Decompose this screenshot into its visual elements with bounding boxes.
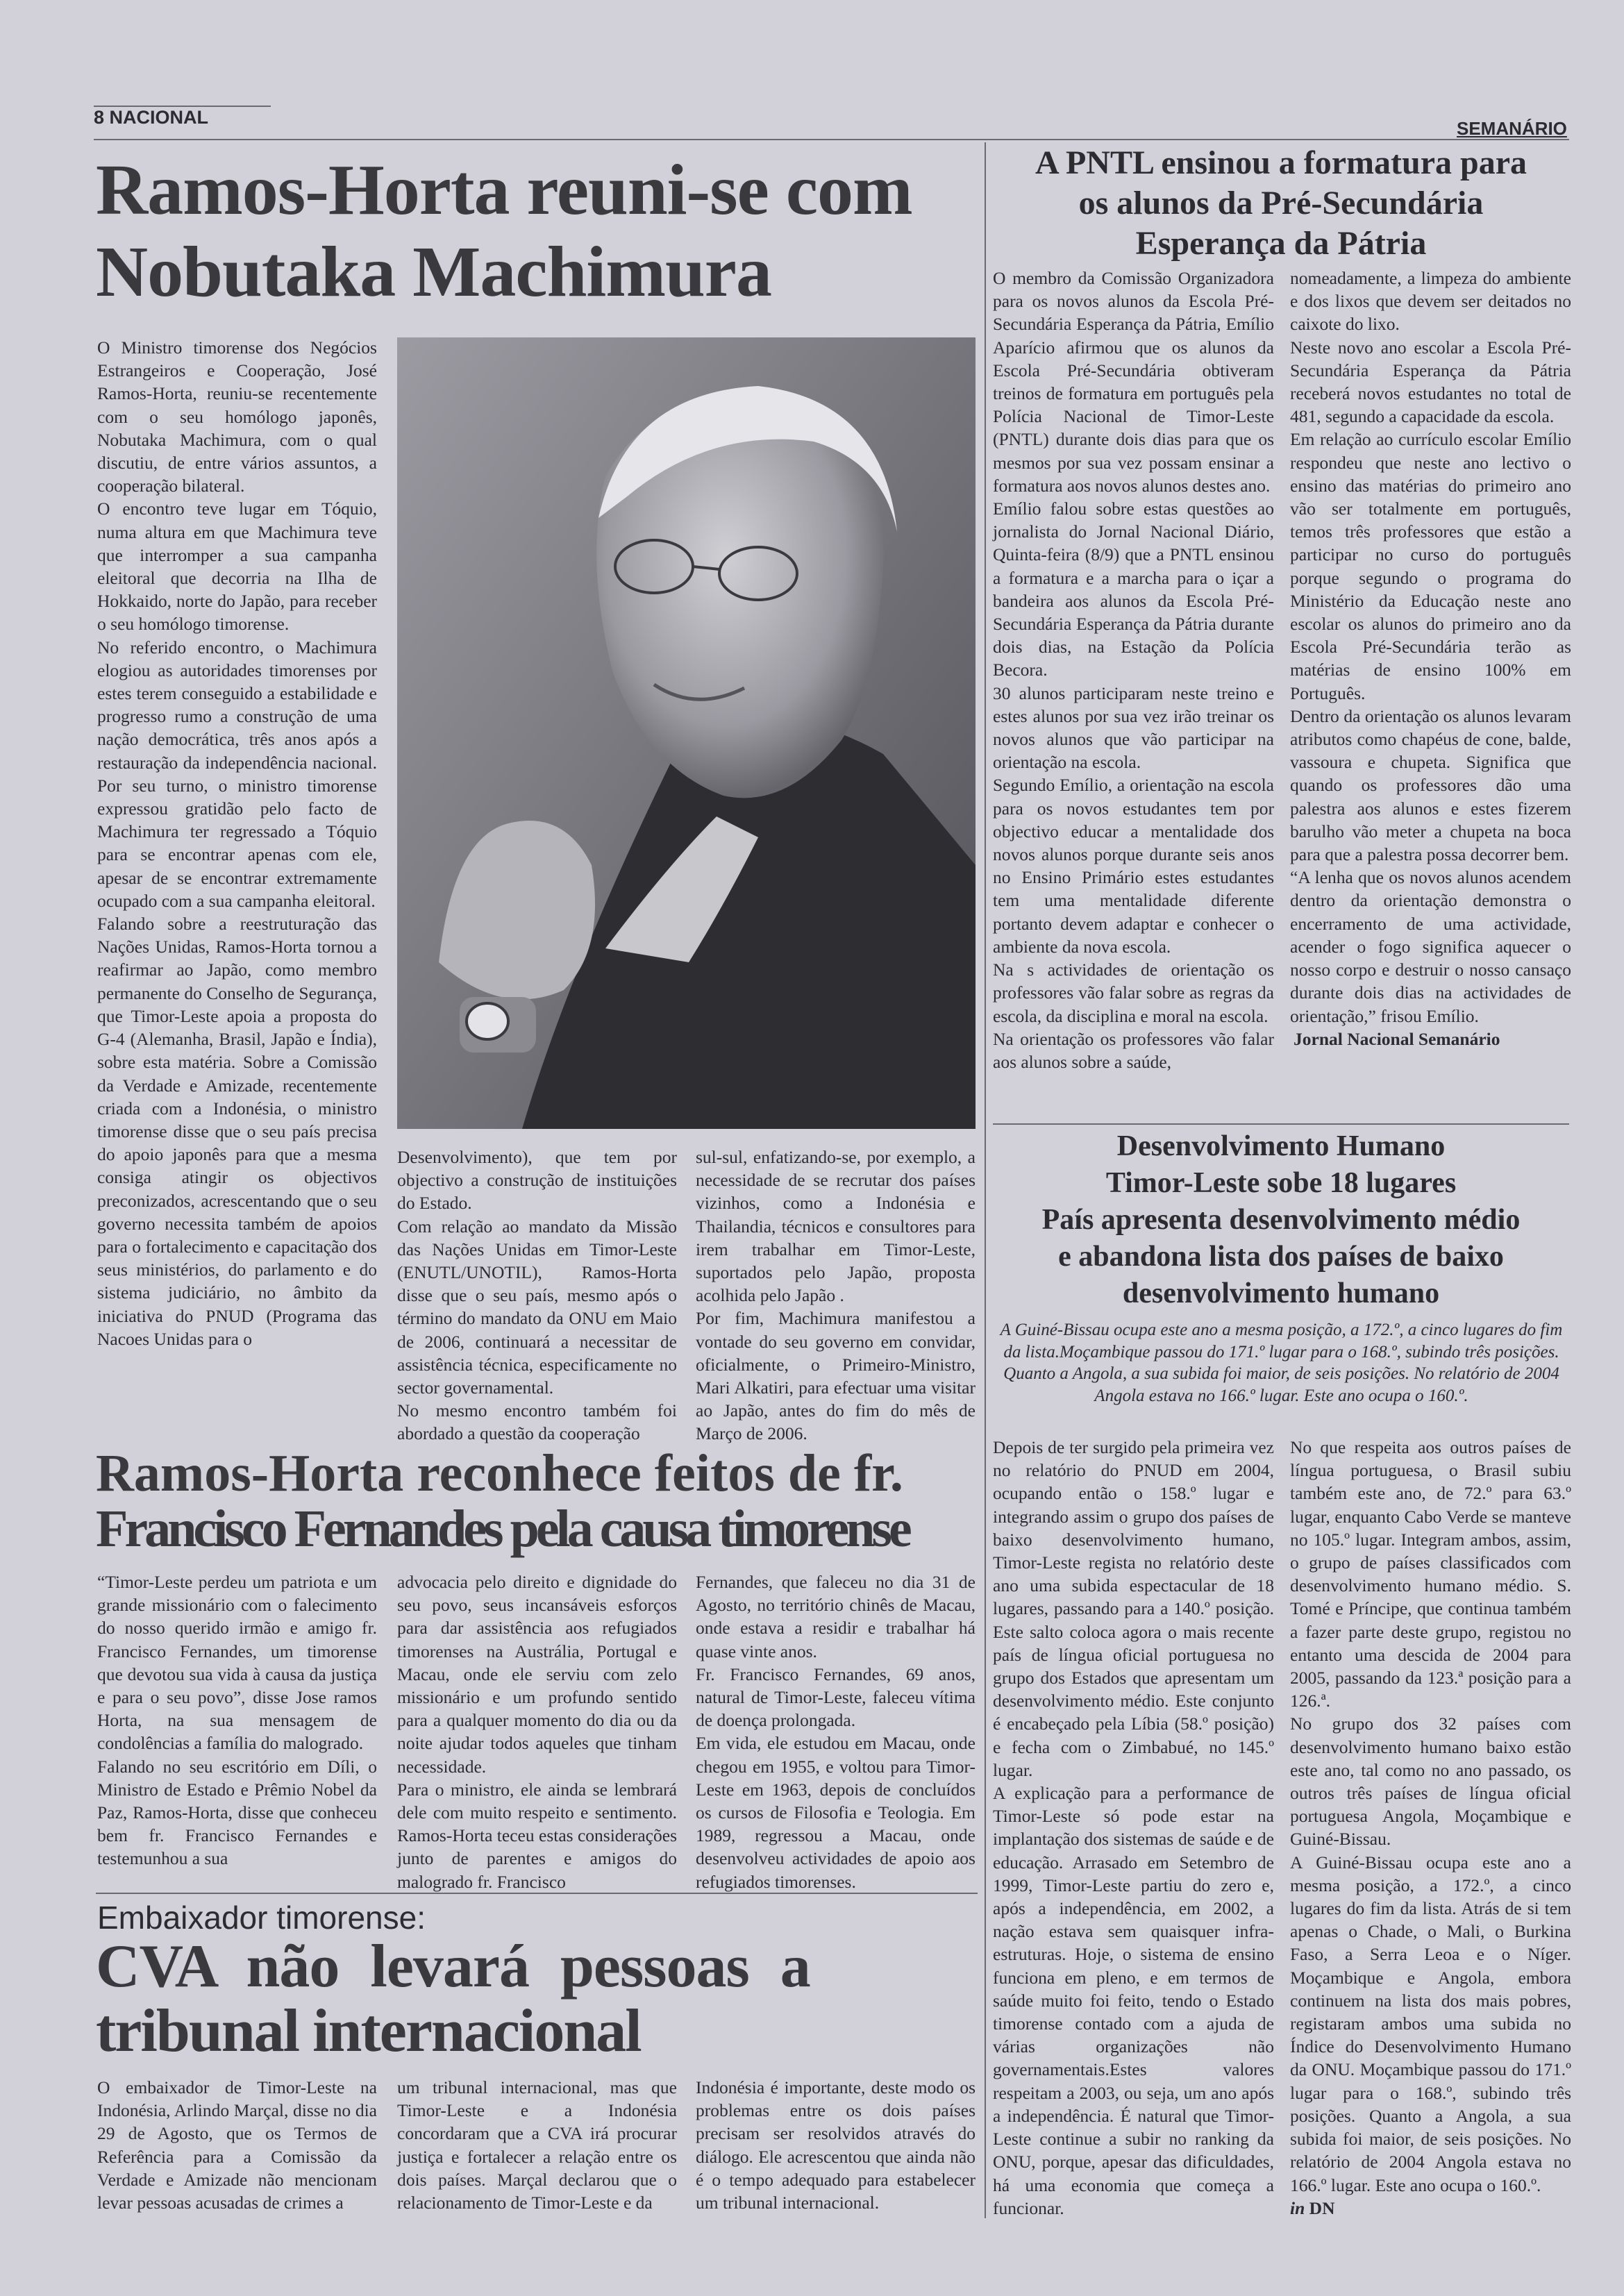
section-rule-short — [94, 106, 271, 107]
article2-col2 — [397, 1570, 677, 1893]
headline-line: Esperança da Pátria — [1135, 225, 1427, 262]
headline-line: desenvolvimento humano — [1122, 1277, 1440, 1309]
paragraph: Segundo Emílio, a orientação na escola para os novos estudantes tem por objectivo educar a mentalidade dos novos alunos porque durante seis anos no Ensino Primário estes estudantes tem uma mentalidade diferente portanto devem adaptar e conhecer o ambiente da nova escola. — [993, 775, 1274, 957]
column-divider — [985, 142, 986, 2218]
paragraph: A explicação para a performance de Timor-Leste só pode estar na implantação dos sistemas de saúde e de educação. Arrasado em Setembro de 1999, Timor-Leste partiu do zero e, após a independência, em 2002, a nação estava sem quaisquer infra-estruturas. Hoje, o sistema de ensino funciona em pleno, e em termos de saúde muito foi feito, tendo o Estado timorense contado com a ajuda de várias organizações não governamentais.Estes valores respeitam a 2003, ou seja, um ano após a independência. É natural que Timor-Leste continue a subir no ranking da ONU, porque, apesar das dificuldades, há uma economia que começa a funcionar. — [993, 1783, 1274, 2218]
portrait-photo — [397, 337, 976, 1129]
paragraph: nomeadamente, a limpeza do ambiente e dos lixos que devem ser deitados no caixote do lixo. — [1290, 268, 1571, 335]
headline-line: País apresenta desenvolvimento médio — [1041, 1204, 1521, 1236]
headline-line: Desenvolvimento Humano — [1116, 1130, 1446, 1162]
article5-headline — [993, 1128, 1569, 1312]
article4-signature: Jornal Nacional Semanário — [1294, 1028, 1500, 1049]
paragraph: O Ministro timorense dos Negócios Estrangeiros e Cooperação, José Ramos-Horta, reuniu-se recentemente com o seu homólogo japonês, Nobutaka Machimura, com o qual discutiu, de entre vários assuntos, a cooperação bilateral. — [97, 337, 377, 496]
paragraph: A Guiné-Bissau ocupa este ano a mesma posição, a 172.º, a cinco lugares do fim da lista. Atrás de si tem apenas o Chade, o Mali, o Burkina Faso, a Serra Leoa e o Níger. Moçambique e Angola, embora continuem na lista dos mais pobres, registaram ambos uma subida no Índice do Desenvolvimento Humano da ONU. Moçambique passou do 171.º lugar para o 168.º, subindo três posições. Quanto a Angola, a sua subida foi maior, de seis posições. No relatório de 2004 Angola estava no 166.º lugar. Este ano ocupa o 160.º. — [1290, 1852, 1571, 2195]
article2-headline-line1: Ramos-Horta reconhece feitos de fr. — [96, 1444, 903, 1502]
article4-col1 — [993, 267, 1274, 1073]
article2-col1 — [97, 1570, 377, 1870]
paragraph: Por fim, Machimura manifestou a vontade do seu governo em convidar, oficialmente, o Primeiro-Ministro, Mari Alkatiri, para efectuar uma visitar ao Japão, antes do fim do mês de Março de 2006. — [696, 1308, 976, 1444]
paragraph: Em relação ao currículo escolar Emílio respondeu que neste ano lectivo o ensino das matérias do primeiro ano vão ser totalmente em português, temos três professores que estão a participar no curso do português porque segundo o programa do Ministério da Educação neste ano escolar os alunos do primeiro ano da Escola Pré-Secundária terão as matérias de ensino 100% em Português. — [1290, 429, 1571, 703]
source-name: DN — [1309, 2197, 1335, 2218]
paragraph: advocacia pelo direito e dignidade do seu povo, seus incansáveis esforços para dar assistência aos refugiados timorenses na Austrália, Portugal e Macau, onde ele serviu com zelo missionário e um profundo sentido para a qualquer momento do dia ou da noite ajudar todos aqueles que tinham necessidade. — [397, 1572, 677, 1777]
paragraph: sul-sul, enfatizando-se, por exemplo, a necessidade de se recrutar dos países vizinhos, como a Indonésia e Thailandia, técnicos e consultores para irem trabalhar em Timor-Leste, suportados pelo Japão, proposta acolhida pelo Japão . — [696, 1147, 976, 1306]
paragraph: Em vida, ele estudou em Macau, onde chegou em 1955, e voltou para Timor-Leste em 1963, depois de concluídos os cursos de Filosofia e Teologia. Em 1989, regressou a Macau, onde desenvolveu actividades de apoio aos refugiados timorenses. — [696, 1733, 976, 1892]
article3-col1: O embaixador de Timor-Leste na Indonésia, Arlindo Marçal, disse no dia 29 de Agosto, que os Termos de Referência para a Comissão da Verdade e Amizade não mencionam levar pessoas acusadas de crimes a — [97, 2077, 377, 2213]
paragraph: Com relação ao mandato da Missão das Nações Unidas em Timor-Leste (ENUTL/UNOTIL), Ramos-Horta disse que o seu país, mesmo após o término do mandato da ONU em Maio de 2006, continuará a necessitar de assistência técnica, especificamente no sector governamental. — [397, 1216, 677, 1398]
paragraph: No grupo dos 32 países com desenvolvimento humano baixo estão este ano, tal como no ano passado, os outros três países de língua oficial portuguesa Angola, Moçambique e Guiné-Bissau. — [1290, 1713, 1571, 1850]
paragraph: Depois de ter surgido pela primeira vez no relatório do PNUD em 2004, ocupando então o 158.º lugar e integrando assim o grupo dos países de baixo desenvolvimento humano, Timor-Leste regista no relatório deste ano uma subida espectacular de 18 lugares, passando para a 140.º posição. Este salto coloca agora o mais recente país de língua oficial portuguesa no grupo dos Estados que apresentam um desenvolvimento médio. Este conjunto é encabeçado pela Líbia (58.º posição) e fecha com o Zimbabué, no 145.º lugar. — [993, 1437, 1274, 1780]
article1-col2 — [397, 1146, 677, 1446]
article3-headline-line2: tribunal internacional — [96, 1997, 641, 2065]
paragraph: Falando no seu escritório em Díli, o Ministro de Estado e Prêmio Nobel da Paz, Ramos-Horta, disse que conheceu bem fr. Francisco Fernandes e testemunhou a sua — [97, 1756, 377, 1869]
paragraph: 30 alunos participaram neste treino e estes alunos por sua vez irão treinar os novos alunos que vão participar na orientação na escola. — [993, 682, 1274, 773]
paragraph: Neste novo ano escolar a Escola Pré-Secundária Esperança da Pátria receberá novos estudantes no total de 481, segundo a capacidade da escola. — [1290, 337, 1571, 427]
paragraph: “A lenha que os novos alunos acendem dentro da orientação demonstra o encerramento de uma actividade, acender o fogo significa aquecer o nosso corpo e destruir o nosso cansaço durante dois dias na actividades de orientação,” frisou Emílio. — [1290, 867, 1571, 1026]
paragraph: No referido encontro, o Machimura elogiou as autoridades timorenses por estes terem conseguido a estabilidade e progresso rumo a construção de uma nação democrática, três anos após a restauração da independência nacional. Por seu turno, o ministro timorense expressou gratidão pelo facto de Machimura ter regressado a Tóquio para se encontrar apenas com ele, apesar de se encontrar extremamente ocupado com a sua campanha eleitoral. — [97, 637, 377, 911]
paragraph: O membro da Comissão Organizadora para os novos alunos da Escola Pré-Secundária Esperança da Pátria, Emílio Aparício afirmou que os alunos da Escola Pré-Secundária obtiveram treinos de formatura em português pela Polícia Nacional de Timor-Leste (PNTL) durante dois dias para que os mesmos por sua vez possam ensinar a formatura aos novos alunos destes ano. — [993, 268, 1274, 496]
article5-source — [1290, 2197, 1571, 2220]
header-rule — [94, 139, 1569, 140]
headline-line: os alunos da Pré-Secundária — [1078, 185, 1484, 221]
paragraph: Fernandes, que faleceu no dia 31 de Agosto, no território chinês de Macau, onde estava a residir e trabalhar há quase vinte anos. — [696, 1572, 976, 1661]
paragraph: Emílio falou sobre estas questões ao jornalista do Jornal Nacional Diário, Quinta-feira (8/9) que a PNTL ensinou a formatura e a marcha para o içar a bandeira aos alunos da Escola Pré-Secundária Esperança da Pátria durante dois dias, na Estação da Polícia Becora. — [993, 498, 1274, 680]
paragraph: Falando sobre a reestruturação das Nações Unidas, Ramos-Horta tornou a reafirmar ao Japão, como membro permanente do Conselho de Segurança, que Timor-Leste apoia a proposta do G-4 (Alemanha, Brasil, Japão e Índia), sobre esta matéria. Sobre a Comissão da Verdade e Amizade, recentemente criada com a Indonésia, o ministro timorense disse que o seu país precisa do apoio japonês para que a mesma consiga atingir os objectivos preconizados, acrescentando que o seu governo necessita também de apoios para o fortalecimento e capacitação dos seus ministérios, do parlamento e do sistema judiciário, no âmbito da iniciativa do PNUD (Programa das Nacoes Unidas para o — [97, 914, 377, 1349]
article-divider — [96, 1893, 978, 1894]
paragraph: No mesmo encontro também foi abordado a questão da cooperação — [397, 1400, 677, 1444]
article4-col2 — [1290, 267, 1571, 1050]
article3-col3: Indonésia é importante, deste modo os problemas entre os dois países precisam ser resolvidos através do diálogo. Ele acrescentou que ainda não é o tempo adequado para estabelecer um tribunal internacional. — [696, 2077, 976, 2213]
headline-line: A PNTL ensinou a formatura para — [1035, 144, 1527, 181]
article5-col2 — [1290, 1436, 1571, 2220]
article2-headline-line2: Francisco Fernandes pela causa timorense — [96, 1500, 909, 1558]
paragraph: “Timor-Leste perdeu um patriota e um grande missionário com o falecimento do nosso querido irmão e amigo fr. Francisco Fernandes, um timorense que devotou sua vida à causa da justiça e para o seu povo”, disse Jose ramos Horta, na sua mensagem de condolências a família do malogrado. — [97, 1572, 377, 1754]
paragraph: Fr. Francisco Fernandes, 69 anos, natural de Timor-Leste, faleceu vítima de doença prolongada. — [696, 1664, 976, 1731]
article3-headline-line1: CVA não levará pessoas a — [96, 1933, 810, 2000]
article4-headline — [993, 143, 1569, 264]
masthead: SEMANÁRIO — [1457, 118, 1567, 139]
headline-line: e abandona lista dos países de baixo — [1058, 1241, 1504, 1273]
paragraph: Desenvolvimento), que tem por objectivo a construção de instituições do Estado. — [397, 1147, 677, 1214]
article3-kicker: Embaixador timorense: — [97, 1900, 426, 1936]
article1-headline: Ramos-Horta reuni-se com Nobutaka Machimura — [96, 150, 912, 312]
paragraph: No que respeita aos outros países de língua portuguesa, o Brasil subiu também este ano, de 72.º para 63.º lugar, enquanto Cabo Verde se manteve no 105.º lugar. Integram ambos, assim, o grupo de países classificados com desenvolvimento humano médio. S. Tomé e Príncipe, que continua também a fazer parte deste grupo, registou no entanto uma descida de 2004 para 2005, passando da 123.ª posição para a 126.ª. — [1290, 1437, 1571, 1711]
source-prefix: in — [1290, 2197, 1305, 2218]
portrait-photo-icon — [397, 337, 976, 1129]
headline-line: Timor-Leste sobe 18 lugares — [1105, 1167, 1457, 1199]
article3-col2: um tribunal internacional, mas que Timor-Leste e a Indonésia concordaram que a CVA irá procurar justiça e fortalecer a relação entre os dois países. Marçal declarou que o relacionamento de Timor-Leste e da — [397, 2077, 677, 2213]
paragraph: Na s actividades de orientação os professores vão falar sobre as regras da escola, da disciplina e moral na escola. — [993, 960, 1274, 1026]
article1-col1 — [97, 336, 377, 1350]
article2-col3 — [696, 1570, 976, 1893]
paragraph: Para o ministro, ele ainda se lembrará dele com muito respeito e sentimento. Ramos-Horta teceu estas considerações junto de parentes e amigos do malogrado fr. Francisco — [397, 1779, 677, 1892]
paragraph: O encontro teve lugar em Tóquio, numa altura em que Machimura teve que interromper a sua campanha eleitoral que decorria na Ilha de Hokkaido, norte do Japão, para receber o seu homólogo timorense. — [97, 498, 377, 635]
paragraph: Na orientação os professores vão falar aos alunos sobre a saúde, — [993, 1028, 1274, 1072]
article5-lede: A Guiné-Bissau ocupa este ano a mesma posição, a 172.º, a cinco lugares do fim da lista.Moçambique passou do 171.º lugar para o 168.º, subindo três posições. Quanto a Angola, a sua subida foi maior, de seis posições. No relatório de 2004 Angola estava no 166.º lugar. Este ano ocupa o 160.º. — [1000, 1321, 1563, 1405]
article-divider — [993, 1123, 1569, 1125]
article1-col3 — [696, 1146, 976, 1446]
section-label: 8 NACIONAL — [94, 107, 209, 128]
paragraph: Dentro da orientação os alunos levaram atributos como chapéus de cone, balde, vassoura e chupeta. Significa que quando os professores dão uma palestra aos alunos e estes fizerem barulho vão meter a chupeta na boca para que a palestra possa decorrer bem. — [1290, 705, 1571, 865]
article5-col1 — [993, 1436, 1274, 2220]
